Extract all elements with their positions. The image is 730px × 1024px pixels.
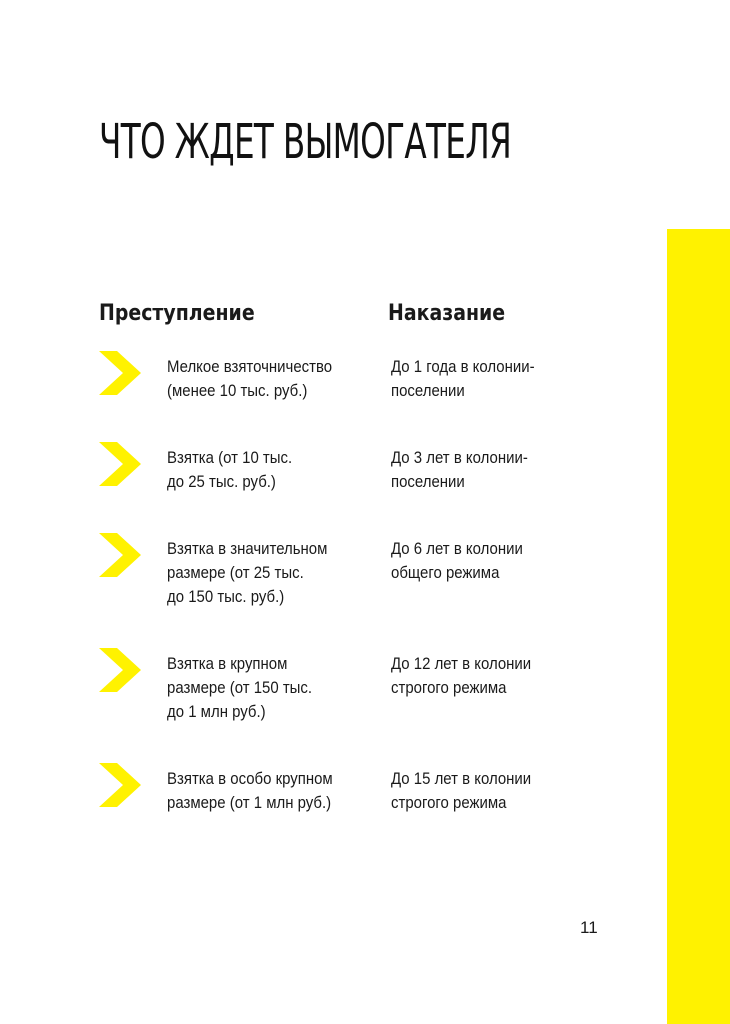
header-penalty: Наказание	[388, 301, 506, 326]
chevron-right-icon	[99, 351, 141, 395]
penalty-cell: До 12 лет в колонии строгого режима	[391, 654, 532, 697]
crime-cell: Взятка в особо крупном размере (от 1 млн руб.)	[167, 769, 333, 812]
crime-cell: Мелкое взяточничество (менее 10 тыс. руб.)	[167, 357, 333, 400]
penalty-cell: До 3 лет в колонии- поселении	[391, 448, 528, 491]
crime-cell: Взятка в крупном размере (от 150 тыс. до 1 млн руб.)	[167, 654, 313, 721]
page-title: ЧТО ЖДЕТ ВЫМОГАТЕЛЯ	[99, 114, 512, 170]
penalty-cell: До 15 лет в колонии строгого режима	[391, 769, 532, 812]
penalty-cell: До 1 года в колонии- поселении	[391, 357, 535, 400]
yellow-side-strip	[667, 229, 730, 1024]
chevron-right-icon	[99, 763, 141, 807]
chevron-right-icon	[99, 533, 141, 577]
chevron-right-icon	[99, 648, 141, 692]
page-number: 11	[580, 918, 598, 937]
header-crime: Преступление	[99, 301, 255, 326]
crime-cell: Взятка в значительном размере (от 25 тыс. до 150 тыс. руб.)	[167, 539, 328, 606]
crime-cell: Взятка (от 10 тыс. до 25 тыс. руб.)	[167, 448, 293, 491]
penalty-cell: До 6 лет в колонии общего режима	[391, 539, 523, 582]
chevron-right-icon	[99, 442, 141, 486]
